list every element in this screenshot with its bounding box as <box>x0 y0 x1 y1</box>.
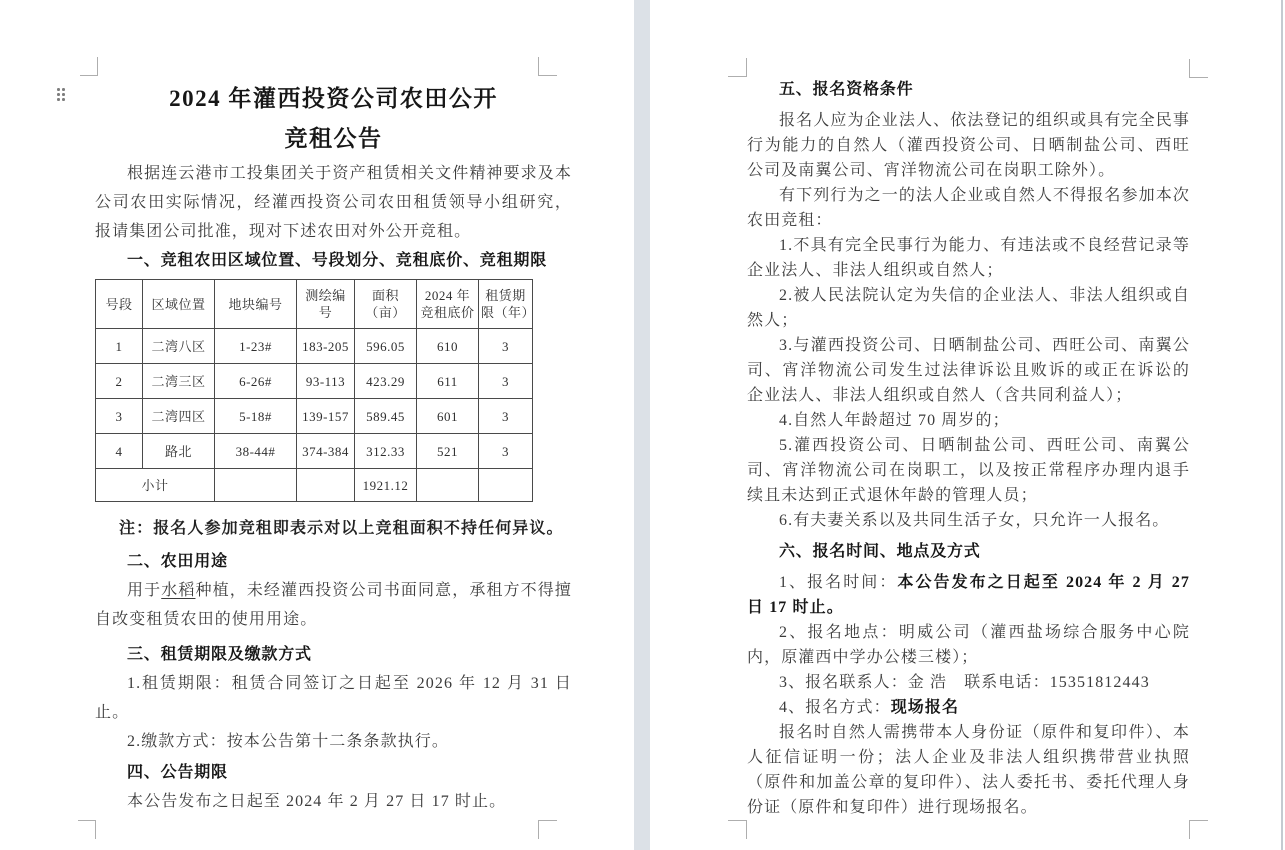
margin-mark-icon <box>538 820 557 839</box>
cell <box>417 469 479 502</box>
section-6-heading: 六、报名时间、地点及方式 <box>779 543 981 560</box>
text-run: 4、报名方式： <box>779 699 891 716</box>
section-2-heading: 二、农田用途 <box>127 553 228 570</box>
section-2-body <box>95 576 572 634</box>
margin-mark-icon <box>78 820 96 839</box>
section-5-item-1: 1.不具有完全民事行为能力、有违法或不良经营记录等企业法人、非法人组织或自然人； <box>747 237 1190 279</box>
cell: 二湾四区 <box>143 399 215 434</box>
section-6-item-3: 3、报名联系人：金 浩 联系电话：15351812443 <box>779 674 1150 691</box>
margin-mark-icon <box>538 57 557 76</box>
column-header: 区域位置 <box>143 280 215 329</box>
section-5-item-4: 4.自然人年龄超过 70 周岁的； <box>779 412 1010 429</box>
cell <box>297 469 355 502</box>
cell: 3 <box>96 399 143 434</box>
text-run: 种植，未经灌西投资公司书面同意，承租方不得擅自改变租赁农田的使用用途。 <box>95 582 572 628</box>
intro-paragraph: 根据连云港市工投集团关于资产租赁相关文件精神要求及本公司农田实际情况，经灌西投资公司农田租赁领导小组研究，报请集团公司批准，现对下述农田对外公开竞租。 <box>95 165 572 240</box>
table-row <box>96 329 533 364</box>
cell: 2 <box>96 364 143 399</box>
column-header: 地块编号 <box>215 280 297 329</box>
cell: 589.45 <box>355 399 417 434</box>
cell: 1 <box>96 329 143 364</box>
column-header: 2024 年竞租底价 <box>417 280 479 329</box>
text-run: 用于 <box>127 582 162 599</box>
page-1-content <box>95 79 572 816</box>
table-row <box>96 364 533 399</box>
cell: 4 <box>96 434 143 469</box>
table-note: 注：报名人参加竞租即表示对以上竞租面积不持任何异议。 <box>119 520 564 537</box>
section-6-item-1 <box>747 570 1190 620</box>
cell: 二湾三区 <box>143 364 215 399</box>
cell: 601 <box>417 399 479 434</box>
margin-mark-icon <box>728 820 747 839</box>
cell: 38-44# <box>215 434 297 469</box>
section-1-heading: 一、竞租农田区域位置、号段划分、竞租底价、竞租期限 <box>127 252 548 269</box>
bold-text: 本公告发布之日起至 2024 年 2 月 27 日 17 时止。 <box>747 574 1190 616</box>
text-run: 1、报名时间： <box>779 574 898 591</box>
section-5-item-5: 5.灌西投资公司、日晒制盐公司、西旺公司、南翼公司、宵洋物流公司在岗职工，以及按正常程序办理内退手续且未达到正式退休年龄的管理人员； <box>747 437 1190 504</box>
lease-plots-table <box>95 279 536 502</box>
underlined-text: 水稻 <box>161 582 196 599</box>
subtotal-label: 小计 <box>96 469 215 502</box>
subtotal-area: 1921.12 <box>355 469 417 502</box>
section-6-item-2: 2、报名地点：明威公司（灌西盐场综合服务中心院内，原灌西中学办公楼三楼）； <box>747 624 1190 666</box>
section-4-heading: 四、公告期限 <box>127 764 228 781</box>
column-header: 号段 <box>96 280 143 329</box>
cell: 374-384 <box>297 434 355 469</box>
margin-mark-icon <box>1189 820 1208 839</box>
section-5-item-6: 6.有夫妻关系以及共同生活子女，只允许一人报名。 <box>779 512 1170 529</box>
cell: 183-205 <box>297 329 355 364</box>
section-5-paragraph-2: 有下列行为之一的法人企业或自然人不得报名参加本次农田竞租： <box>747 187 1190 229</box>
table-header-row <box>96 280 533 329</box>
cell: 3 <box>479 329 533 364</box>
cell: 1-23# <box>215 329 297 364</box>
margin-mark-icon <box>1189 59 1208 78</box>
cell: 139-157 <box>297 399 355 434</box>
column-header: 面积（亩） <box>355 280 417 329</box>
cell: 611 <box>417 364 479 399</box>
cell: 3 <box>479 434 533 469</box>
section-5-paragraph-1: 报名人应为企业法人、依法登记的组织或具有完全民事行为能力的自然人（灌西投资公司、日晒制盐公司、西旺公司及南翼公司、宵洋物流公司在岗职工除外）。 <box>747 112 1190 179</box>
cell: 596.05 <box>355 329 417 364</box>
cell: 610 <box>417 329 479 364</box>
section-5-heading: 五、报名资格条件 <box>779 81 914 98</box>
cell <box>479 469 533 502</box>
section-4-body: 本公告发布之日起至 2024 年 2 月 27 日 17 时止。 <box>127 793 507 810</box>
cell: 二湾八区 <box>143 329 215 364</box>
section-6-item-4 <box>747 695 1190 720</box>
document-title-line-2: 竞租公告 <box>284 126 383 151</box>
cell: 312.33 <box>355 434 417 469</box>
cell: 3 <box>479 399 533 434</box>
cell: 521 <box>417 434 479 469</box>
table-row <box>96 434 533 469</box>
cell <box>215 469 297 502</box>
document-title-line-1: 2024 年灌西投资公司农田公开 <box>169 86 498 111</box>
page-2-content <box>747 77 1190 820</box>
margin-mark-icon <box>728 58 747 77</box>
cell: 3 <box>479 364 533 399</box>
section-3-item-1: 1.租赁期限：租赁合同签订之日起至 2026 年 12 月 31 日止。 <box>95 675 572 721</box>
bold-text: 现场报名 <box>890 699 960 716</box>
cell: 6-26# <box>215 364 297 399</box>
drag-handle-icon[interactable] <box>57 88 65 101</box>
cell: 5-18# <box>215 399 297 434</box>
section-3-heading: 三、租赁期限及缴款方式 <box>127 646 312 663</box>
section-5-item-2: 2.被人民法院认定为失信的企业法人、非法人组织或自然人； <box>747 287 1190 329</box>
cell: 路北 <box>143 434 215 469</box>
cell: 93-113 <box>297 364 355 399</box>
section-3-item-2: 2.缴款方式：按本公告第十二条条款执行。 <box>127 733 450 750</box>
margin-mark-icon <box>80 57 98 76</box>
table-subtotal-row <box>96 469 533 502</box>
cell: 423.29 <box>355 364 417 399</box>
column-header: 租赁期限（年） <box>479 280 533 329</box>
table-row <box>96 399 533 434</box>
column-header: 测绘编号 <box>297 280 355 329</box>
window-edge <box>1281 0 1283 850</box>
section-5-item-3: 3.与灌西投资公司、日晒制盐公司、西旺公司、南翼公司、宵洋物流公司发生过法律诉讼且败诉的或正在诉讼的企业法人、非法人组织或自然人（含共同利益人）； <box>747 337 1190 404</box>
closing-paragraph: 报名时自然人需携带本人身份证（原件和复印件）、本人征信证明一份；法人企业及非法人组织携带营业执照（原件和加盖公章的复印件）、法人委托书、委托代理人身份证（原件和复印件）进行现场报名。 <box>747 724 1190 816</box>
page-gap <box>634 0 650 850</box>
